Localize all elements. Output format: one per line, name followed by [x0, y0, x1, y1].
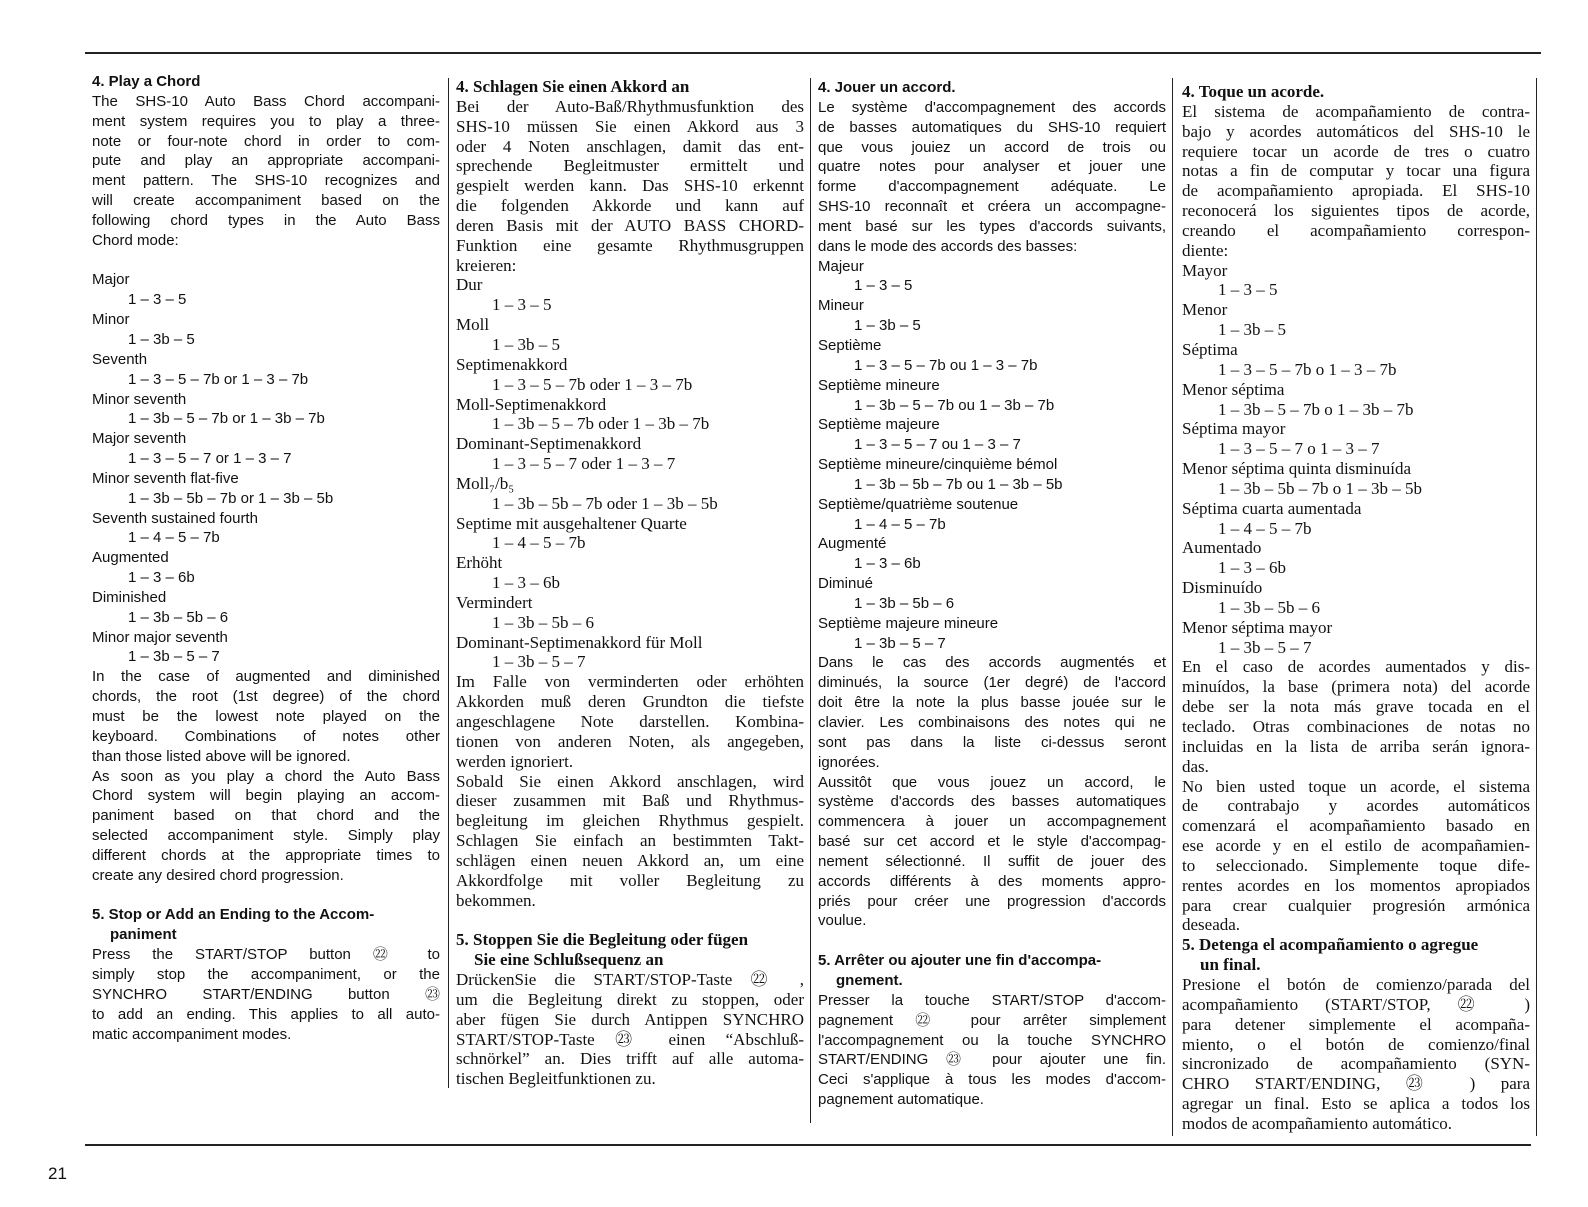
chord-formula: 1 – 3b – 5b – 6 [128, 608, 229, 626]
text-line: creando el acompañamiento correspon- [1182, 220, 1530, 240]
text-line: ignorées. [818, 753, 880, 771]
chord-formula: 1 – 3b – 5 [492, 334, 560, 354]
text-line: pagnement ㉒ pour arrêter simplement [818, 1011, 1166, 1029]
chord-formula: 1 – 3b – 5b – 7b ou 1 – 3b – 5b [854, 475, 1063, 493]
section-heading: Sie eine Schlußsequenz an [474, 950, 664, 970]
text-line: aber fügen Sie durch Antippen SYNCHRO [456, 1009, 804, 1029]
blank-line [92, 886, 440, 906]
chord-formula: 1 – 3b – 5 – 7b ou 1 – 3b – 7b [854, 396, 1055, 414]
text-line: El sistema de acompañamiento de contra- [1182, 101, 1530, 121]
chord-formula: 1 – 3b – 5 – 7b o 1 – 3b – 7b [1218, 399, 1414, 419]
text-line: basé sur cet accord et le style d'accompag- [818, 833, 1166, 851]
chord-formula: 1 – 3b – 5 [854, 317, 921, 335]
text-line: Dominant-Septimenakkord [456, 434, 642, 454]
chord-formula: 1 – 3b – 5 – 7 [128, 648, 220, 666]
text-line: para detener simplemente el acompaña- [1182, 1014, 1530, 1034]
text-line: matic accompaniment modes. [92, 1025, 292, 1043]
column-english [92, 72, 440, 1044]
chord-formula: 1 – 3b – 5b – 6 [854, 594, 955, 612]
text-line: l'accompagnement ou la touche SYNCHRO [818, 1031, 1166, 1049]
text-line: ment basé sur les types d'accords suivants, [818, 217, 1166, 235]
text-line: CHRO START/ENDING, ㉓ ) para [1182, 1074, 1530, 1094]
text-line: create any desired chord progression. [92, 866, 344, 884]
text-line: Funktion eine gesamte Rhythmusgruppen [456, 235, 804, 255]
text-line: Septième/quatrième soutenue [818, 495, 1019, 513]
text-line: bajo y acordes automáticos del SHS-10 le [1182, 121, 1530, 141]
text-line: um die Begleitung direkt zu stoppen, oder [456, 989, 804, 1009]
section-heading: 5. Detenga el acompañamiento o agregue [1182, 935, 1479, 955]
text-line: sincronizado de acompañamiento (SYN- [1182, 1054, 1530, 1074]
text-line: Akkorden muß deren Grundton die tiefste [456, 692, 804, 712]
chord-formula: 1 – 3 – 5 – 7b oder 1 – 3 – 7b [492, 374, 693, 394]
text-line: schlägen einen neuen Akkord an, um eine [456, 850, 804, 870]
text-line: DrückenSie die START/STOP-Taste ㉒ , [456, 969, 804, 989]
text-line: accords différents à des moments appro- [818, 872, 1166, 890]
column-german [456, 77, 804, 1089]
text-line: sont pas dans la liste ci-dessus seront [818, 733, 1166, 751]
chord-formula: 1 – 3 – 5 – 7 oder 1 – 3 – 7 [492, 454, 676, 474]
text-line: Presser la touche START/STOP d'accom- [818, 991, 1166, 1009]
text-line: gespielt werden kann. Das SHS-10 erkennt [456, 176, 804, 196]
blank-line [818, 931, 1166, 951]
text-line: Menor séptima mayor [1182, 617, 1333, 637]
text-line: En el caso de acordes aumentados y dis- [1182, 657, 1530, 677]
section-heading: 4. Schlagen Sie einen Akkord an [456, 77, 690, 96]
text-line: different chords at the appropriate times to [92, 846, 440, 864]
text-line: diente: [1182, 240, 1229, 260]
column-divider [448, 78, 449, 1088]
text-line: debe ser la nota más grave tocada en el [1182, 697, 1530, 717]
text-line: priés pour créer une progression d'accords [818, 892, 1166, 910]
chord-formula: 1 – 3b – 5b – 6 [492, 612, 594, 632]
text-line: ment system requires you to play a three- [92, 112, 440, 130]
text-line: Septième [818, 336, 882, 354]
text-line: Diminué [818, 575, 874, 593]
text-line: Mayor [1182, 260, 1228, 280]
section-heading: 5. Arrêter ou ajouter une fin d'accompa- [818, 952, 1102, 970]
text-line: must be the lowest note played on the [92, 708, 440, 725]
text-line: Minor [92, 311, 130, 329]
text-line: kreieren: [456, 255, 517, 275]
chord-formula: 1 – 3b – 5b – 7b oder 1 – 3b – 5b [492, 493, 718, 513]
text-line: tionen von anderen Noten, als angegeben, [456, 731, 804, 751]
text-line: Augmented [92, 549, 169, 567]
text-line: Septième majeure mineure [818, 614, 999, 632]
section-heading: 5. Stop or Add an Ending to the Accom- [92, 906, 375, 924]
column-divider [1172, 78, 1173, 1136]
text-line: Dur [456, 275, 483, 295]
text-line: de basses automatiques du SHS-10 requiert [818, 118, 1166, 136]
text-line: pagnement automatique. [818, 1091, 984, 1109]
text-line: deseada. [1182, 915, 1241, 935]
section-heading: 5. Stoppen Sie die Begleitung oder fügen [456, 930, 749, 950]
text-line: Schlagen Sie einfach an bestimmten Takt- [456, 831, 804, 851]
text-line: SHS-10 müssen Sie einen Akkord aus 3 [456, 116, 804, 136]
text-line: Mineur [818, 297, 864, 315]
chord-formula: 1 – 3 – 6b [1218, 558, 1286, 578]
text-line: voulue. [818, 912, 867, 930]
text-line: Diminished [92, 588, 167, 606]
chord-formula: 1 – 4 – 5 – 7b [1218, 518, 1312, 538]
blank-line [92, 251, 440, 271]
text-line: As soon as you play a chord the Auto Bass [92, 767, 440, 785]
text-line: Septième mineure/cinquième bémol [818, 456, 1058, 474]
text-line: Minor seventh flat-five [92, 469, 239, 487]
text-line: START/ENDING ㉓ pour ajouter une fin. [818, 1051, 1166, 1069]
bottom-rule [85, 1144, 1531, 1146]
text-line: Menor séptima [1182, 379, 1285, 399]
chord-formula: 1 – 3 – 6b [128, 569, 195, 587]
chord-formula: 1 – 3b – 5b – 7b o 1 – 3b – 5b [1218, 478, 1422, 498]
text-line: In the case of augmented and diminished [92, 668, 440, 686]
text-line: Menor séptima quinta disminuída [1182, 459, 1411, 479]
text-line: angeschlagene Note darstellen. Kombina- [456, 712, 804, 731]
text-line: miento, o el botón de comienzo/final [1182, 1034, 1530, 1054]
chord-formula: 1 – 3 – 5 [492, 295, 552, 315]
text-line: Minor major seventh [92, 628, 228, 646]
text-line: ese acorde y en el estilo de acompañamien- [1182, 836, 1530, 856]
section-heading: un final. [1200, 955, 1261, 975]
text-line: Septimenakkord [456, 354, 568, 374]
text-line: SYNCHRO START/ENDING button ㉓ [92, 985, 440, 1003]
text-line: werden ignoriert. [456, 751, 574, 771]
text-line: selected accompaniment style. Simply play [92, 827, 440, 845]
column-divider [1536, 78, 1537, 1136]
chord-formula: 1 – 3 – 5 – 7b ou 1 – 3 – 7b [854, 356, 1038, 374]
text-line: keyboard. Combinations of notes other [92, 727, 440, 745]
text-line: Ceci s'applique à tous les modes d'accom- [818, 1071, 1166, 1089]
text-line: Aumentado [1182, 538, 1262, 558]
text-line: bekommen. [456, 890, 536, 910]
text-line: clavier. Les combinaisons des notes qui ne [818, 714, 1166, 731]
text-line: oder 4 Noten anschlagen, damit das ent- [456, 136, 804, 156]
text-line: rentes acordes en los momentos apropiados [1182, 875, 1530, 895]
text-line: Septième mineure [818, 376, 940, 394]
section-heading: gnement. [836, 971, 903, 989]
text-line: Chord mode: [92, 231, 179, 249]
text-line: Augmenté [818, 535, 887, 553]
text-line: système d'accords des basses automatiques [818, 793, 1166, 811]
text-line: Bei der Auto-Baß/Rhythmusfunktion des [456, 96, 804, 116]
chord-formula: 1 – 3b – 5b – 7b or 1 – 3b – 5b [128, 489, 334, 507]
text-line: Akkordfolge mit voller Begleitung zu [456, 870, 804, 890]
text-line: minuídos, la base (primera nota) del acorde [1182, 677, 1530, 697]
text-line: Seventh sustained fourth [92, 509, 258, 527]
text-line: die folgenden Akkorde und kann auf [456, 196, 804, 216]
section-heading: 4. Toque un acorde. [1182, 82, 1325, 101]
text-line: incluidas en la lista de arriba serán ignora- [1182, 736, 1530, 756]
chord-formula: 1 – 3 – 5 – 7b or 1 – 3 – 7b [128, 370, 309, 388]
text-line: ment pattern. The SHS-10 recognizes and [92, 172, 440, 190]
text-line: than those listed above will be ignored. [92, 747, 351, 765]
text-line: to add an ending. This applies to all auto- [92, 1005, 440, 1023]
text-line: Minor seventh [92, 390, 187, 408]
text-line: notas a fin de computar y tocar una figura [1182, 161, 1530, 181]
text-line: dans le mode des accords des basses: [818, 237, 1078, 255]
text-line: Press the START/STOP button ㉒ to [92, 946, 440, 964]
text-line: para crear cualquier progresión armónica [1182, 895, 1530, 915]
text-line: Séptima [1182, 339, 1238, 359]
chord-formula: 1 – 3 – 5 [128, 291, 187, 309]
text-line: Aussitôt que vous jouez un accord, le [818, 773, 1166, 791]
chord-formula: 1 – 3b – 5 – 7b or 1 – 3b – 7b [128, 410, 325, 428]
text-line: Moll-Septimenakkord [456, 394, 607, 414]
text-line: No bien usted toque un acorde, el sistema [1182, 776, 1530, 796]
top-rule [85, 52, 1541, 54]
chord-formula: 1 – 3 – 5 [854, 277, 913, 295]
text-line: Moll [456, 315, 490, 335]
text-line: requiere tocar un acorde de tres o cuatro [1182, 141, 1530, 161]
text-line: The SHS-10 Auto Bass Chord accompani- [92, 92, 440, 110]
text-line: que vous jouiez un accord de trois ou [818, 138, 1166, 156]
chord-formula: 1 – 3b – 5b – 6 [1218, 597, 1320, 617]
text-line: Septime mit ausgehaltener Quarte [456, 513, 687, 533]
section-heading: 4. Jouer un accord. [818, 79, 956, 96]
text-line: note or four-note chord in order to com- [92, 132, 440, 150]
text-line: Major [92, 271, 130, 289]
text-line: simply stop the accompaniment, or the [92, 965, 440, 983]
text-line: pute and play an appropriate accompani- [92, 152, 440, 170]
text-line: acompañamiento (START/STOP, ㉒ ) [1182, 994, 1530, 1014]
column-divider [810, 78, 811, 1123]
text-line: Le système d'accompagnement des accords [818, 98, 1166, 116]
column-spanish [1182, 82, 1530, 1134]
text-line: modos de acompañamiento automático. [1182, 1113, 1453, 1133]
column-french [818, 78, 1166, 1110]
text-line: Majeur [818, 257, 864, 275]
text-line: Vermindert [456, 592, 533, 612]
text-line: reconocerá los siguientes tipos de acorde, [1182, 201, 1530, 221]
section-heading: 4. Play a Chord [92, 73, 201, 90]
text-line: to seleccionado. Simplemente toque dife- [1182, 855, 1530, 875]
text-line: Seventh [92, 350, 148, 368]
text-line: begleitung im gleichen Rhythmus gespielt. [456, 811, 804, 831]
text-line: Presione el botón de comienzo/parada del [1182, 974, 1530, 994]
text-line: Dans le cas des accords augmentés et [818, 654, 1166, 672]
text-line: de acompañamiento apropiada. El SHS-10 [1182, 181, 1530, 201]
text-line: paniment based on that chord and the [92, 807, 440, 825]
text-line: Disminuído [1182, 578, 1263, 598]
text-line: deren Basis mit der AUTO BASS CHORD- [456, 215, 804, 235]
chord-formula: 1 – 3 – 5 – 7 ou 1 – 3 – 7 [854, 436, 1021, 454]
chord-formula: 1 – 3 – 6b [492, 573, 560, 593]
text-line: Sobald Sie einen Akkord anschlagen, wird [456, 771, 804, 791]
text-line: Major seventh [92, 430, 187, 448]
chord-formula: 1 – 3 – 5 – 7b o 1 – 3 – 7b [1218, 359, 1397, 379]
text-line: Chord system will begin playing an accom- [92, 787, 440, 805]
chord-formula: 1 – 4 – 5 – 7b [854, 515, 946, 533]
text-line: Moll₇/b₅ [456, 473, 515, 493]
text-line: diminués, la source (1er degré) de l'accord [818, 674, 1166, 692]
text-line: forme d'accompagnement adéquate. Le [818, 178, 1166, 196]
text-line: das. [1182, 756, 1209, 776]
text-line: Im Falle von verminderten oder erhöhten [456, 672, 804, 692]
chord-formula: 1 – 3 – 5 – 7 or 1 – 3 – 7 [128, 450, 292, 468]
page-number: 21 [48, 1164, 67, 1183]
text-line: Séptima mayor [1182, 419, 1286, 439]
text-line: teclado. Otras combinaciones de notas no [1182, 717, 1530, 736]
text-line: agregar un final. Esto se aplica a todos los [1182, 1094, 1530, 1114]
text-line: following chord types in the Auto Bass [92, 211, 440, 229]
chord-formula: 1 – 3b – 5 – 7 [854, 634, 946, 652]
chord-formula: 1 – 3 – 5 [1218, 280, 1278, 300]
text-line: Septième majeure [818, 416, 940, 434]
chord-formula: 1 – 3b – 5 [1218, 320, 1286, 340]
text-line: sprechende Begleitmuster ermittelt und [456, 156, 804, 176]
text-line: comenzará el acompañamiento basado en [1182, 816, 1530, 836]
text-line: SHS-10 reconnaît et créera un accompagne- [818, 198, 1166, 216]
chord-formula: 1 – 3 – 5 – 7 o 1 – 3 – 7 [1218, 439, 1380, 459]
text-line: Menor [1182, 300, 1228, 320]
text-line: START/STOP-Taste ㉓ einen “Abschluß- [456, 1029, 804, 1049]
text-line: de contrabajo y acordes automáticos [1182, 796, 1530, 816]
text-line: Erhöht [456, 553, 503, 573]
text-line: Séptima cuarta aumentada [1182, 498, 1362, 518]
text-line: Dominant-Septimenakkord für Moll [456, 632, 703, 652]
text-line: doit être la note la plus basse jouée sur le [818, 694, 1166, 712]
chord-formula: 1 – 3 – 6b [854, 555, 921, 573]
blank-line [456, 910, 804, 930]
chord-formula: 1 – 4 – 5 – 7b [492, 533, 586, 553]
text-line: will create accompaniment based on the [92, 192, 440, 210]
chord-formula: 1 – 3b – 5 – 7 [1218, 637, 1312, 657]
text-line: schnörkel” an. Dies trifft auf alle automa- [456, 1049, 804, 1069]
text-line: tischen Begleitfunktionen zu. [456, 1069, 656, 1089]
text-line: chords, the root (1st degree) of the chord [92, 688, 440, 706]
text-line: nement sélectionné. Il suffit de jouer des [818, 852, 1166, 870]
section-heading: paniment [110, 926, 177, 944]
chord-formula: 1 – 3b – 5 [128, 330, 195, 348]
chord-formula: 1 – 3b – 5 – 7b oder 1 – 3b – 7b [492, 414, 710, 434]
text-line: commencera à jouer un accompagnement [818, 813, 1166, 831]
chord-formula: 1 – 3b – 5 – 7 [492, 652, 586, 672]
text-line: quatre notes pour analyser et jouer une [818, 158, 1166, 176]
chord-formula: 1 – 4 – 5 – 7b [128, 529, 220, 547]
text-line: dieser zusammen mit Baß und Rhythmus- [456, 791, 804, 811]
